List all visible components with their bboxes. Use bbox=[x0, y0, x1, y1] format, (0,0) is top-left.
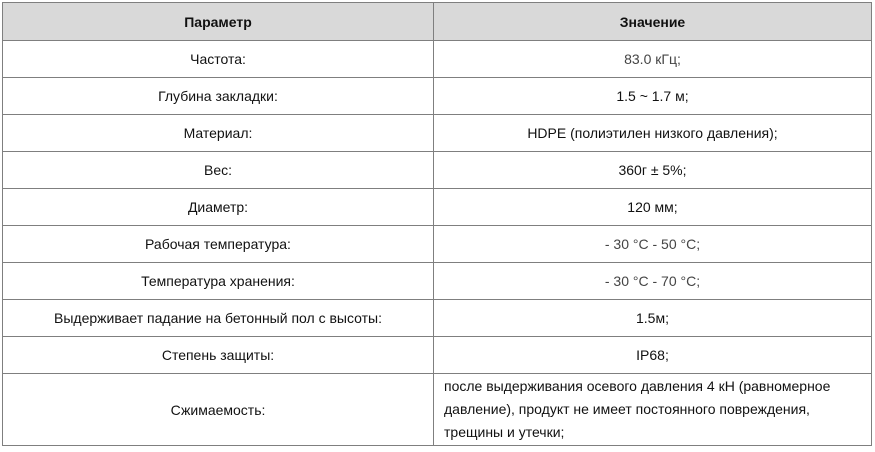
table-row bbox=[3, 226, 872, 263]
param-cell: Глубина закладки: bbox=[3, 78, 434, 115]
table-header-row bbox=[3, 3, 872, 41]
value-cell: - 30 °C - 70 °C; bbox=[434, 263, 872, 300]
table-row bbox=[3, 41, 872, 78]
value-cell: 83.0 кГц; bbox=[434, 41, 872, 78]
table-row bbox=[3, 78, 872, 115]
value-cell: HDPE (полиэтилен низкого давления); bbox=[434, 115, 872, 152]
param-cell: Материал: bbox=[3, 115, 434, 152]
table-row bbox=[3, 374, 872, 446]
value-cell: 1.5 ~ 1.7 м; bbox=[434, 78, 872, 115]
table-row bbox=[3, 189, 872, 226]
param-cell: Выдерживает падание на бетонный пол с высоты: bbox=[3, 300, 434, 337]
param-cell: Вес: bbox=[3, 152, 434, 189]
param-cell: Диаметр: bbox=[3, 189, 434, 226]
table-row bbox=[3, 263, 872, 300]
value-cell: после выдерживания осевого давления 4 кН (равномерное давление), продукт не имеет постоянного повреждения, трещины и утечки; bbox=[434, 374, 872, 446]
param-cell: Частота: bbox=[3, 41, 434, 78]
param-cell: Рабочая температура: bbox=[3, 226, 434, 263]
value-cell: 120 мм; bbox=[434, 189, 872, 226]
table-row bbox=[3, 337, 872, 374]
value-cell: 1.5м; bbox=[434, 300, 872, 337]
param-cell: Температура хранения: bbox=[3, 263, 434, 300]
value-cell: 360г ± 5%; bbox=[434, 152, 872, 189]
param-cell: Степень защиты: bbox=[3, 337, 434, 374]
param-cell: Сжимаемость: bbox=[3, 374, 434, 446]
table-row bbox=[3, 115, 872, 152]
value-cell: IP68; bbox=[434, 337, 872, 374]
table-row bbox=[3, 300, 872, 337]
specifications-table bbox=[2, 2, 872, 446]
value-cell: - 30 °C - 50 °C; bbox=[434, 226, 872, 263]
table-row bbox=[3, 152, 872, 189]
header-value: Значение bbox=[434, 3, 872, 41]
header-parameter: Параметр bbox=[3, 3, 434, 41]
